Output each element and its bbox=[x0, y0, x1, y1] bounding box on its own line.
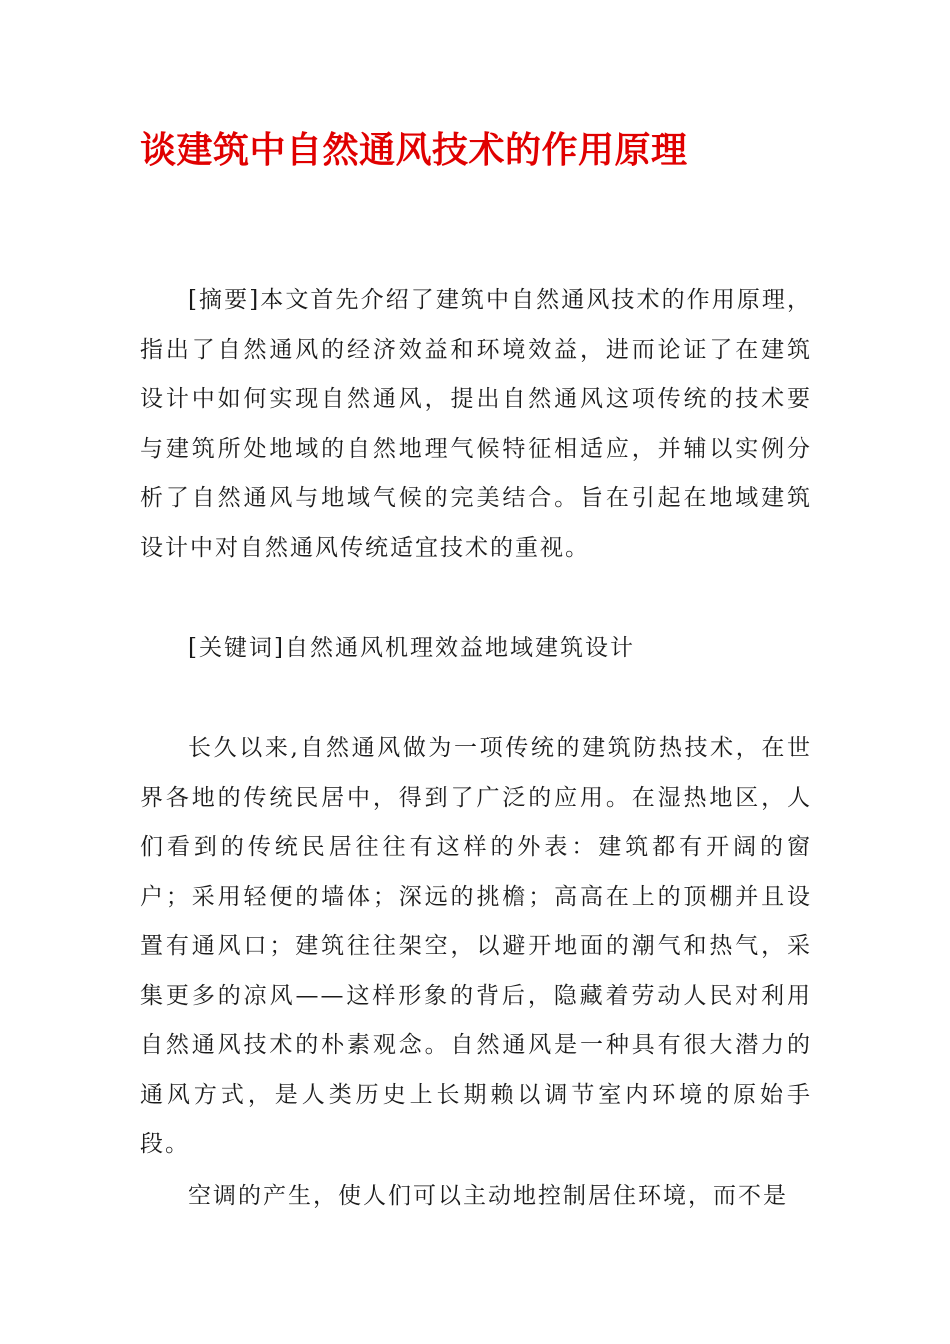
keywords-paragraph: [关键词]自然通风机理效益地域建筑设计 bbox=[188, 635, 635, 661]
document-title: 谈建筑中自然通风技术的作用原理 bbox=[140, 130, 688, 171]
abstract-paragraph: [摘要]本文首先介绍了建筑中自然通风技术的作用原理，指出了自然通风的经济效益和环境效益，进而论证了在建筑设计中如何实现自然通风，提出自然通风这项传统的技术要与建筑所处地域的自然地理气候特征相适应，并辅以实例分析了自然通风与地域气候的完美结合。旨在引起在地域建筑设计中对自然通风传统适宜技术的重视。 bbox=[140, 287, 812, 561]
intro-paragraph: 长久以来,自然通风做为一项传统的建筑防热技术，在世界各地的传统民居中，得到了广泛的应用。在湿热地区，人们看到的传统民居往往有这样的外表：建筑都有开阔的窗户；采用轻便的墙体；深远的挑檐；高高在上的顶棚并且设置有通风口；建筑往往架空，以避开地面的潮气和热气，采集更多的凉风——这样形象的背后，隐藏着劳动人民对利用自然通风技术的朴素观念。自然通风是一种具有很大潜力的通风方式，是人类历史上长期赖以调节室内环境的原始手段。 bbox=[140, 735, 812, 1157]
air-conditioning-paragraph: 空调的产生，使人们可以主动地控制居住环境，而不是 bbox=[188, 1183, 788, 1209]
